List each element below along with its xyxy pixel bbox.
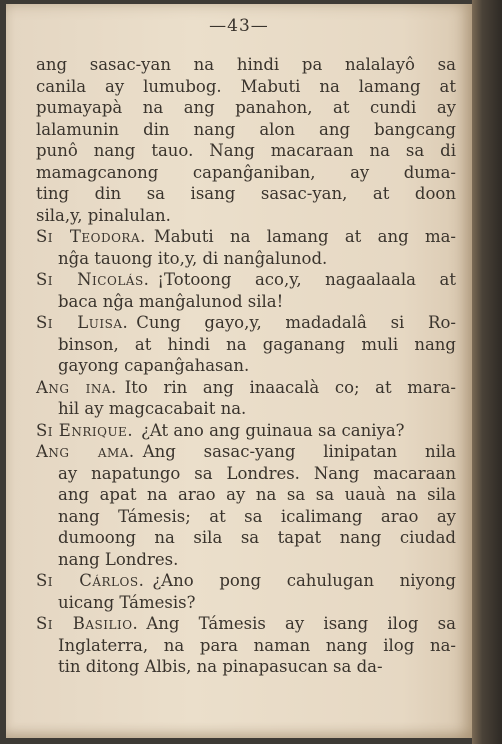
line-text: nĝa tauong ito,y, di nanĝalunod.: [58, 248, 328, 268]
line-text: binson, at hindi na gaganang muli nang: [58, 334, 456, 354]
text-line: [36, 76, 456, 98]
text-line: [36, 527, 456, 549]
text-line: [36, 463, 456, 485]
text-line: [36, 226, 456, 248]
speaker-name: Si Teodora.: [36, 227, 146, 246]
speaker-name: Ang ina.: [36, 377, 117, 397]
dialogue-paragraph: [36, 420, 456, 442]
line-text: baca nĝa manĝalunod sila!: [58, 291, 284, 311]
dialogue-paragraph: [36, 226, 456, 269]
line-text: ¡Totoong aco,y, nagaalaala at: [157, 270, 456, 289]
speaker-name: Si Enrique.: [36, 420, 134, 440]
text-line: [36, 205, 456, 227]
line-text: punô nang tauo. Nang macaraan na sa di: [36, 141, 456, 160]
text-line: [36, 570, 456, 592]
line-text: hil ay magcacabait na.: [58, 399, 247, 418]
speaker-name: Si Cárlos.: [36, 571, 145, 590]
speaker-name: Si Basilio.: [36, 614, 139, 633]
text-line: [36, 635, 456, 657]
text-line: [36, 97, 456, 119]
text-line: [36, 549, 456, 571]
text-line: [36, 334, 456, 356]
line-text: ay napatungo sa Londres. Nang macaraan: [58, 463, 456, 483]
text-line: [36, 592, 456, 614]
dialogue-paragraph: [36, 613, 456, 678]
text-line: [36, 420, 456, 442]
text-line: [36, 140, 456, 162]
dialogue-paragraph: [36, 312, 456, 377]
speaker-name: Si Luisa.: [36, 313, 129, 332]
line-text: sila,y, pinalulan.: [36, 205, 171, 225]
speaker-name: Si Nicolás.: [36, 270, 150, 289]
line-text: lalamunin din nang alon ang bangcang: [36, 119, 456, 139]
text-line: [36, 269, 456, 291]
line-text: tin ditong Albis, na pinapasucan sa da-: [58, 657, 383, 676]
line-text: ang sasac-yan na hindi pa nalalayô sa: [36, 55, 456, 74]
line-text: ang apat na arao ay na sa sa uauà na sila: [58, 485, 456, 504]
text-line: [36, 119, 456, 141]
page-number: —43—: [209, 16, 269, 36]
line-text: uicang Támesis?: [58, 592, 196, 612]
line-text: Ang sasac-yang linipatan nila: [142, 442, 456, 461]
line-text: pumayapà na ang panahon, at cundi ay: [36, 98, 456, 117]
text-line: [36, 183, 456, 205]
line-text: Ang Támesis ay isang ilog sa: [146, 614, 456, 633]
line-text: mamagcanong capanĝaniban, ay duma-: [36, 162, 456, 182]
line-text: gayong capanĝahasan.: [58, 356, 250, 375]
dialogue-paragraph: [36, 570, 456, 613]
text-line: [36, 54, 456, 76]
line-text: dumoong na sila sa tapat nang ciudad: [58, 528, 456, 547]
line-text: nang Támesis; at sa icalimang arao ay: [58, 506, 456, 526]
line-text: Mabuti na lamang at ang ma-: [153, 227, 457, 246]
text-line: [36, 484, 456, 506]
text-line: [36, 613, 456, 635]
text-line: [36, 506, 456, 528]
dialogue-paragraph: [36, 54, 456, 226]
line-text: ting din sa isang sasac-yan, at doon: [36, 184, 456, 203]
text-line: [36, 656, 456, 678]
text-line: [36, 377, 456, 399]
line-text: canila ay lumubog. Mabuti na lamang at: [36, 76, 456, 96]
text-line: [36, 248, 456, 270]
text-line: [36, 355, 456, 377]
line-text: Cung gayo,y, madadalâ si Ro-: [136, 313, 456, 332]
book-spine-edge: [472, 0, 502, 744]
line-text: ¿At ano ang guinaua sa caniya?: [141, 420, 405, 440]
text-line: [36, 162, 456, 184]
dialogue-paragraph: [36, 269, 456, 312]
text-line: [36, 291, 456, 313]
speaker-name: Ang ama.: [36, 442, 135, 461]
dialogue-paragraph: [36, 377, 456, 420]
dialogue-paragraph: [36, 441, 456, 570]
text-line: [36, 312, 456, 334]
line-text: nang Londres.: [58, 549, 179, 569]
text-line: [36, 398, 456, 420]
line-text: ¿Ano pong cahulugan niyong: [152, 571, 456, 590]
line-text: Inglaterra, na para naman nang ilog na-: [58, 635, 456, 655]
text-line: [36, 441, 456, 463]
book-page: [6, 4, 472, 738]
page-body: [36, 54, 456, 678]
line-text: Ito rin ang inaacalà co; at mara-: [124, 377, 457, 397]
